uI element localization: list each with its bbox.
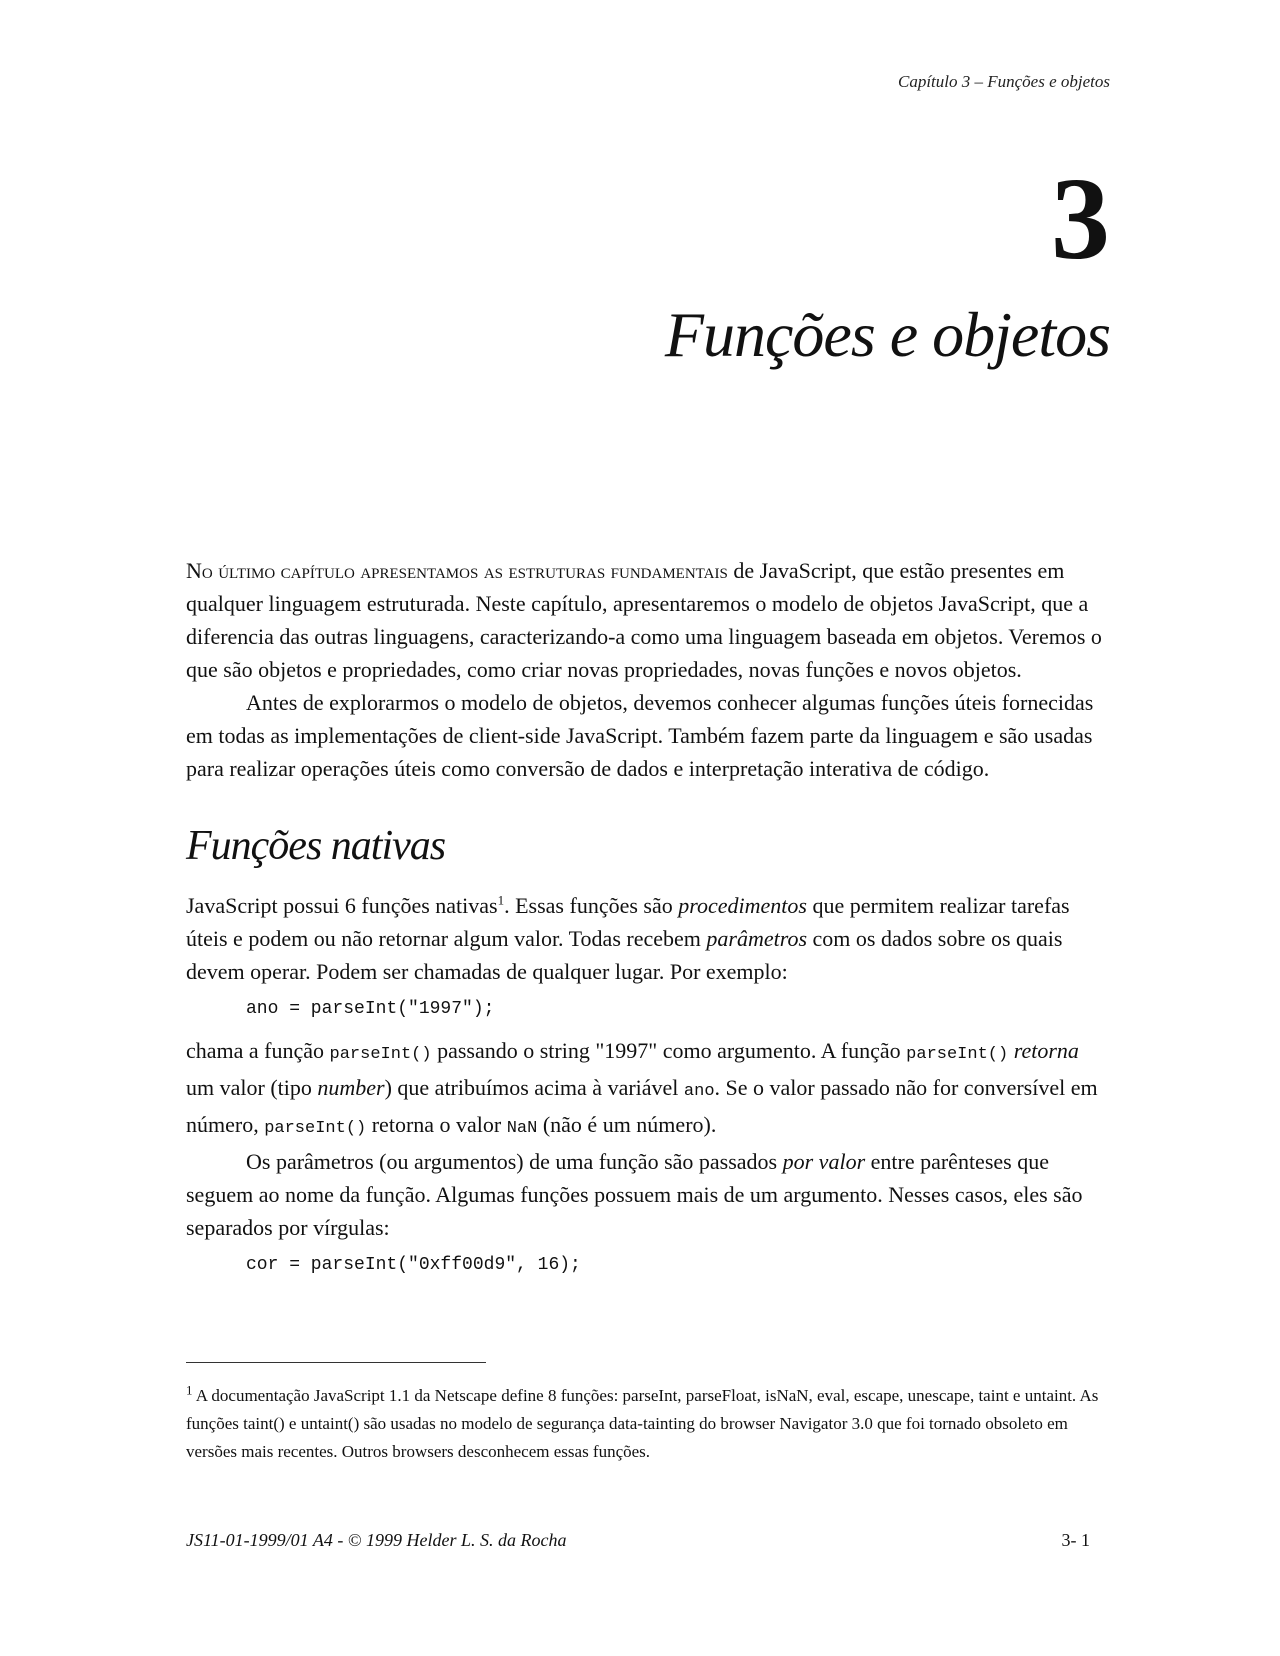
text-run: retorna o valor [366, 1112, 507, 1138]
intro-paragraph-1 [186, 554, 1106, 686]
text-run: entre parênteses que seguem ao nome da função. Algumas funções possuem mais de um argumento. Nesses casos, eles são separados por vírgulas: [186, 1149, 1083, 1241]
inline-code: parseInt() [906, 1045, 1009, 1065]
section-paragraph-3 [186, 1145, 1106, 1244]
intro-smallcaps-lead: No último capítulo apresentamos as estruturas fundamentais [186, 558, 728, 583]
code-example-2: cor = parseInt("0xff00d9", 16); [246, 1255, 581, 1276]
emphasis-por-valor: por valor [782, 1149, 866, 1175]
code-example-1: ano = parseInt("1997"); [246, 999, 495, 1020]
text-run: (não é um número). [537, 1112, 717, 1138]
section-heading: Funções nativas [186, 823, 446, 869]
text-run: que permitem realizar tarefas úteis e podem ou não retornar algum valor. Todas recebem [186, 893, 1070, 952]
page-number: 3- 1 [1061, 1530, 1090, 1550]
text-run: chama a função [186, 1038, 330, 1064]
chapter-title: Funções e objetos [664, 299, 1110, 370]
footnote [186, 1382, 1106, 1466]
footnote-text: A documentação JavaScript 1.1 da Netscape define 8 funções: parseInt, parseFloat, isNaN, eval, escape, unescape, taint e untaint. As funções taint() e untaint() são usadas no modelo de segurança data-tainting do browser Navigator 3.0 que foi tornado obsoleto em versões mais recentes. Outros browsers desconhecem essas funções. [186, 1386, 1099, 1461]
section-paragraph-2 [186, 1034, 1106, 1145]
chapter-number: 3 [1051, 153, 1110, 284]
inline-code: parseInt() [264, 1119, 367, 1139]
text-run: um valor (tipo [186, 1075, 318, 1101]
inline-code: ano [683, 1082, 715, 1102]
footnote-divider [186, 1362, 486, 1363]
text-run: . Se o valor passado não for conversível em número, [186, 1075, 1098, 1138]
intro-paragraph-1-text: de JavaScript, que estão presentes em qualquer linguagem estruturada. Neste capítulo, apresentaremos o modelo de objetos JavaScript, que a diferencia das outras linguagens, caracterizando-a como uma linguagem baseada em objetos. Veremos o que são objetos e propriedades, como criar novas propriedades, novas funções e novos objetos. [186, 558, 1102, 682]
text-run: JavaScript possui 6 funções nativas [186, 893, 498, 919]
running-header: Capítulo 3 – Funções e objetos [897, 72, 1110, 91]
text-run: . Essas funções são [504, 893, 679, 919]
emphasis-parametros: parâmetros [706, 926, 808, 952]
intro-paragraph-2: Antes de explorarmos o modelo de objetos, devemos conhecer algumas funções úteis fornecidas em todas as implementações de client-side JavaScript. Também fazem parte da linguagem e são usadas para realizar operações úteis como conversão de dados e interpretação interativa de código. [186, 690, 1094, 781]
text-run: ) que atribuímos acima à variável [384, 1075, 684, 1101]
footnote-marker: 1 [186, 1382, 193, 1398]
emphasis-retorna: retorna [1013, 1038, 1079, 1064]
text-run: com os dados sobre os quais devem operar. Podem ser chamadas de qualquer lugar. Por exemplo: [186, 926, 1063, 985]
footnote-reference: 1 [497, 893, 505, 909]
body-content [186, 554, 1106, 1290]
footer-copyright: JS11-01-1999/01 A4 - © 1999 Helder L. S. da Rocha [186, 1530, 567, 1550]
section-paragraph-1 [186, 889, 1106, 988]
inline-code: parseInt() [329, 1045, 432, 1065]
text-run: Os parâmetros (ou argumentos) de uma função são passados [246, 1149, 783, 1175]
emphasis-procedimentos: procedimentos [678, 893, 807, 919]
inline-code: NaN [506, 1119, 538, 1139]
emphasis-number: number [317, 1075, 385, 1101]
text-run: passando o string "1997" como argumento. A função [431, 1038, 907, 1064]
